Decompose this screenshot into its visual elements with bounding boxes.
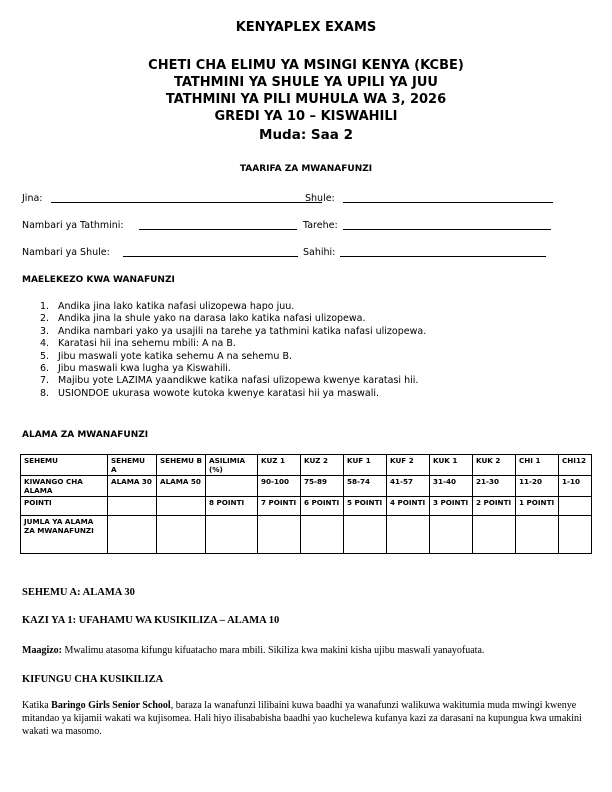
table-cell: 1-10 bbox=[559, 476, 592, 497]
score-cell[interactable] bbox=[559, 516, 592, 554]
table-cell[interactable] bbox=[206, 476, 258, 497]
table-cell: 1 POINTI bbox=[516, 497, 559, 516]
table-header-cell: KUZ 2 bbox=[301, 455, 344, 476]
table-cell: JUMLA YA ALAMA ZA MWANAFUNZI bbox=[21, 516, 108, 554]
table-header-cell: SEHEMU A bbox=[108, 455, 157, 476]
instruction-item: 1. Andika jina lako katika nafasi ulizopewa hapo juu. bbox=[40, 301, 295, 312]
shule-label: Shule: bbox=[305, 193, 335, 204]
instructions-list bbox=[22, 301, 426, 400]
listening-passage bbox=[22, 699, 592, 738]
marks-table bbox=[20, 454, 592, 554]
table-cell: 41-57 bbox=[387, 476, 430, 497]
score-cell[interactable] bbox=[344, 516, 387, 554]
score-cell[interactable] bbox=[108, 516, 157, 554]
passage-text-pre: Katika bbox=[22, 700, 52, 711]
instruction-item: 5. Jibu maswali yote katika sehemu A na sehemu B. bbox=[40, 350, 292, 362]
instruction-item: 3. Andika nambari yako ya usajili na tarehe ya tathmini katika nafasi ulizopewa. bbox=[40, 325, 427, 337]
table-header-cell: ASILIMIA (%) bbox=[206, 455, 258, 476]
score-cell[interactable] bbox=[430, 516, 473, 554]
table-header-cell: KUZ 1 bbox=[258, 455, 301, 476]
nambari-shule-label: Nambari ya Shule: bbox=[22, 247, 110, 258]
nambari-tathmini-label: Nambari ya Tathmini: bbox=[22, 220, 124, 231]
score-cell[interactable] bbox=[473, 516, 516, 554]
table-header-cell: KUF 1 bbox=[344, 455, 387, 476]
exam-title-line-1: CHETI CHA ELIMU YA MSINGI KENYA (KCBE) bbox=[148, 58, 464, 73]
table-cell[interactable] bbox=[157, 497, 206, 516]
table-row bbox=[21, 516, 592, 554]
jina-label: Jina: bbox=[22, 193, 43, 204]
table-cell: 3 POINTI bbox=[430, 497, 473, 516]
table-row bbox=[21, 476, 592, 497]
student-info-title: TAARIFA ZA MWANAFUNZI bbox=[239, 164, 373, 174]
table-cell: 4 POINTI bbox=[387, 497, 430, 516]
table-cell: 58-74 bbox=[344, 476, 387, 497]
instructions-title: MAELEKEZO KWA WANAFUNZI bbox=[22, 275, 175, 285]
score-cell[interactable] bbox=[301, 516, 344, 554]
table-row bbox=[21, 497, 592, 516]
table-header-cell: SEHEMU B bbox=[157, 455, 206, 476]
table-cell[interactable] bbox=[108, 497, 157, 516]
table-header-cell: SEHEMU bbox=[21, 455, 108, 476]
table-cell: KIWANGO CHA ALAMA bbox=[21, 476, 108, 497]
instruction-item: 8. USIONDOE ukurasa wowote kutoka kwenye karatasi hii ya maswali. bbox=[40, 387, 380, 399]
table-cell: 21-30 bbox=[473, 476, 516, 497]
exam-title-line-2: TATHMINI YA SHULE YA UPILI YA JUU bbox=[174, 75, 438, 90]
maagizo-text: Mwalimu atasoma kifungu kifuatacho mara mbili. Sikiliza kwa makini kisha ujibu maswali yanayofuata. bbox=[62, 645, 485, 656]
exam-duration: Muda: Saa 2 bbox=[259, 127, 353, 143]
table-cell: POINTI bbox=[21, 497, 108, 516]
table-header-cell: CHI 1 bbox=[516, 455, 559, 476]
table-cell: 6 POINTI bbox=[301, 497, 344, 516]
table-header-cell: CHI12 bbox=[559, 455, 592, 476]
table-header-cell: KUK 2 bbox=[473, 455, 516, 476]
instruction-item: 6. Jibu maswali kwa lugha ya Kiswahili. bbox=[40, 363, 231, 375]
maagizo-label: Maagizo: bbox=[22, 645, 62, 656]
table-header-row bbox=[21, 455, 592, 476]
table-cell bbox=[559, 497, 592, 516]
score-cell[interactable] bbox=[157, 516, 206, 554]
table-cell: 75-89 bbox=[301, 476, 344, 497]
score-cell[interactable] bbox=[206, 516, 258, 554]
score-cell[interactable] bbox=[387, 516, 430, 554]
instructions-note bbox=[22, 644, 592, 657]
shule-field[interactable] bbox=[343, 193, 553, 203]
table-cell: 11-20 bbox=[516, 476, 559, 497]
marks-table-title: ALAMA ZA MWANAFUNZI bbox=[22, 430, 149, 440]
score-cell[interactable] bbox=[516, 516, 559, 554]
exam-title-line-3: TATHMINI YA PILI MUHULA WA 3, 2026 bbox=[165, 92, 447, 107]
passage-school-name: Baringo Girls Senior School bbox=[51, 700, 171, 711]
task-1-title: KAZI YA 1: UFAHAMU WA KUSIKILIZA – ALAMA 10 bbox=[22, 615, 280, 626]
table-cell: 31-40 bbox=[430, 476, 473, 497]
passage-text-post: , baraza la wanafunzi lilibaini kuwa baadhi ya wanafunzi walikuwa wakitumia muda mwingi kwenye mitandao ya kijamii wakati wa kujisomea. Hali hiyo ilisababisha baadhi yao kuchelewa kufanya kazi za darasani na kupungua kwa umakini wakati wa masomo. bbox=[22, 700, 582, 737]
table-header-cell: KUF 2 bbox=[387, 455, 430, 476]
table-cell: 7 POINTI bbox=[258, 497, 301, 516]
instruction-item: 7. Majibu yote LAZIMA yaandikwe katika nafasi ulizopewa kwenye karatasi hii. bbox=[40, 375, 419, 387]
table-cell: 90-100 bbox=[258, 476, 301, 497]
score-cell[interactable] bbox=[258, 516, 301, 554]
nambari-shule-field[interactable] bbox=[123, 247, 298, 257]
sahihi-field[interactable] bbox=[340, 247, 546, 257]
table-cell: 8 POINTI bbox=[206, 497, 258, 516]
table-cell: ALAMA 30 bbox=[108, 476, 157, 497]
tarehe-label: Tarehe: bbox=[303, 220, 338, 231]
instruction-item: 2. Andika jina la shule yako na darasa lako katika nafasi ulizopewa. bbox=[40, 313, 366, 325]
passage-title: KIFUNGU CHA KUSIKILIZA bbox=[22, 674, 164, 685]
table-cell: ALAMA 50 bbox=[157, 476, 206, 497]
table-header-cell: KUK 1 bbox=[430, 455, 473, 476]
section-a-title: SEHEMU A: ALAMA 30 bbox=[22, 587, 135, 598]
tarehe-field[interactable] bbox=[343, 220, 551, 230]
nambari-tathmini-field[interactable] bbox=[139, 220, 297, 230]
table-cell: 5 POINTI bbox=[344, 497, 387, 516]
instruction-item: 4. Karatasi hii ina sehemu mbili: A na B. bbox=[40, 338, 236, 350]
sahihi-label: Sahihi: bbox=[303, 247, 336, 258]
table-cell: 2 POINTI bbox=[473, 497, 516, 516]
exam-org-title: KENYAPLEX EXAMS bbox=[235, 20, 377, 35]
exam-title-line-4: GREDI YA 10 – KISWAHILI bbox=[214, 109, 398, 124]
jina-field[interactable] bbox=[51, 193, 322, 203]
